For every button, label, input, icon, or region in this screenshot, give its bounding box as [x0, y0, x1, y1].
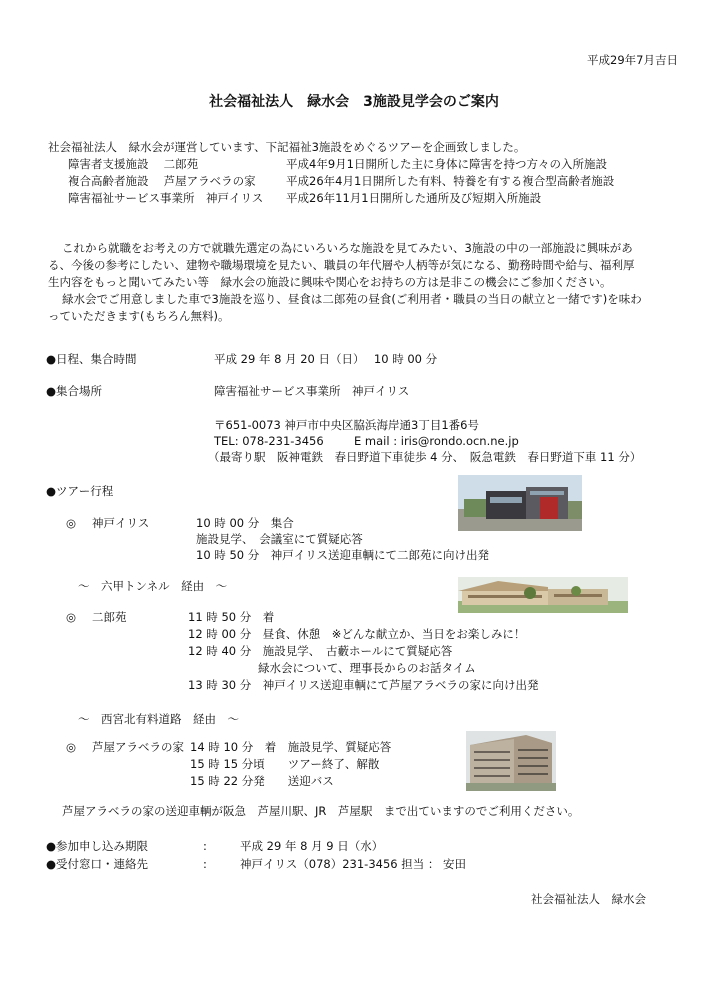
- facility-desc-1: 平成4年9月1日開所した主に身体に障害を持つ方々の入所施設: [286, 157, 607, 171]
- tour-label: ●ツアー行程: [46, 484, 114, 498]
- stop2-line-5: 13 時 30 分 神戸イリス送迎車輌にて芦屋アラベラの家に向け出発: [188, 678, 539, 692]
- stop2-line-1: 11 時 50 分 着: [188, 610, 275, 624]
- intro-lead: 社会福祉法人 緑水会が運営しています、下記福祉3施設をめぐるツアーを企画致しました。: [48, 140, 526, 154]
- deadline-value: 平成 29 年 8 月 9 日（水）: [240, 839, 384, 853]
- signature: 社会福祉法人 緑水会: [531, 892, 646, 906]
- schedule-label: ●日程、集合時間: [46, 352, 137, 366]
- body-line-2: る、今後の参考にしたい、建物や職場環境を見たい、職員の年代層や人柄等が気になる、勤務時間や給与、福利厚: [48, 258, 635, 272]
- stop1-mark: ◎: [66, 516, 77, 530]
- stop2-name: 二郎苑: [92, 610, 127, 624]
- jirouen-photo: [458, 577, 628, 613]
- ashiya-arabella-photo: [466, 731, 556, 791]
- body-line-5: っていただきます(もちろん無料)。: [48, 309, 230, 323]
- body-line-1: これから就職をお考えの方で就職先選定の為にいろいろな施設を見てみたい、3施設の中の一部施設に興味があ: [62, 241, 633, 255]
- stop1-name: 神戸イリス: [92, 516, 150, 530]
- deadline-label: ●参加申し込み期限: [46, 839, 149, 853]
- facility-name-1: 障害者支援施設 二郎苑: [68, 157, 199, 171]
- meeting-tel: TEL: 078-231-3456: [214, 434, 324, 448]
- stop1-line-2: 施設見学、 会議室にて質疑応答: [196, 532, 363, 546]
- meeting-email: E mail : iris@rondo.ocn.ne.jp: [354, 434, 519, 448]
- kobe-iris-photo: [458, 475, 582, 531]
- deadline-colon: :: [203, 839, 207, 853]
- document-title: 社会福祉法人 緑水会 3施設見学会のご案内: [209, 94, 499, 110]
- stop2-line-2: 12 時 00 分 昼食、休憩 ※どんな献立か、当日をお楽しみに！: [188, 627, 526, 641]
- facility-desc-2: 平成26年4月1日開所した有料、特養を有する複合型高齢者施設: [286, 174, 615, 188]
- stop3-name: 芦屋アラベラの家: [92, 740, 184, 754]
- contact-label: ●受付窓口・連絡先: [46, 857, 149, 871]
- meeting-access: （最寄り駅 阪神電鉄 春日野道下車徒歩 4 分、 阪急電鉄 春日野道下車 11 分）: [208, 450, 642, 464]
- meeting-place: 障害福祉サービス事業所 神戸イリス: [214, 384, 410, 398]
- meeting-address: 〒651-0073 神戸市中央区脇浜海岸通3丁目1番6号: [214, 418, 479, 432]
- via-rokko: ～ 六甲トンネル 経由 ～: [78, 579, 228, 593]
- facility-name-3: 障害福祉サービス事業所 神戸イリス: [68, 191, 264, 205]
- stop3-line-2: 15 時 15 分頃 ツアー終了、解散: [190, 757, 380, 771]
- meeting-label: ●集合場所: [46, 384, 103, 398]
- stop2-line-4: 緑水会について、理事長からのお話タイム: [258, 661, 476, 675]
- stop3-line-3: 15 時 22 分発 送迎バス: [190, 774, 334, 788]
- stop2-line-3: 12 時 40 分 施設見学、 古藪ホールにて質疑応答: [188, 644, 453, 658]
- stop3-mark: ◎: [66, 740, 77, 754]
- facility-name-2: 複合高齢者施設 芦屋アラベラの家: [68, 174, 256, 188]
- shuttle-note: 芦屋アラベラの家の送迎車輌が阪急 芦屋川駅、JR 芦屋駅 まで出ていますのでご利用ください。: [62, 804, 580, 818]
- facility-desc-3: 平成26年11月1日開所した通所及び短期入所施設: [286, 191, 542, 205]
- stop2-mark: ◎: [66, 610, 77, 624]
- body-line-4: 緑水会でご用意しました車で3施設を巡り、昼食は二郎苑の昼食(ご利用者・職員の当日の献立と一緒です)を味わ: [62, 292, 642, 306]
- via-nishinomiya: ～ 西宮北有料道路 経由 ～: [78, 712, 239, 726]
- document-date: 平成29年7月吉日: [587, 53, 678, 67]
- contact-value: 神戸イリス（078）231-3456 担当 ： 安田: [240, 857, 467, 871]
- stop3-line-1: 14 時 10 分 着 施設見学、質疑応答: [190, 740, 392, 754]
- stop1-line-1: 10 時 00 分 集合: [196, 516, 294, 530]
- stop1-line-3: 10 時 50 分 神戸イリス送迎車輌にて二郎苑に向け出発: [196, 548, 490, 562]
- body-line-3: 生内容をもっと聞いてみたい等 緑水会の施設に興味や関心をお持ちの方は是非この機会にご参加ください。: [48, 275, 612, 289]
- schedule-value: 平成 29 年 8 月 20 日（日） 10 時 00 分: [214, 352, 438, 366]
- contact-colon: :: [203, 857, 207, 871]
